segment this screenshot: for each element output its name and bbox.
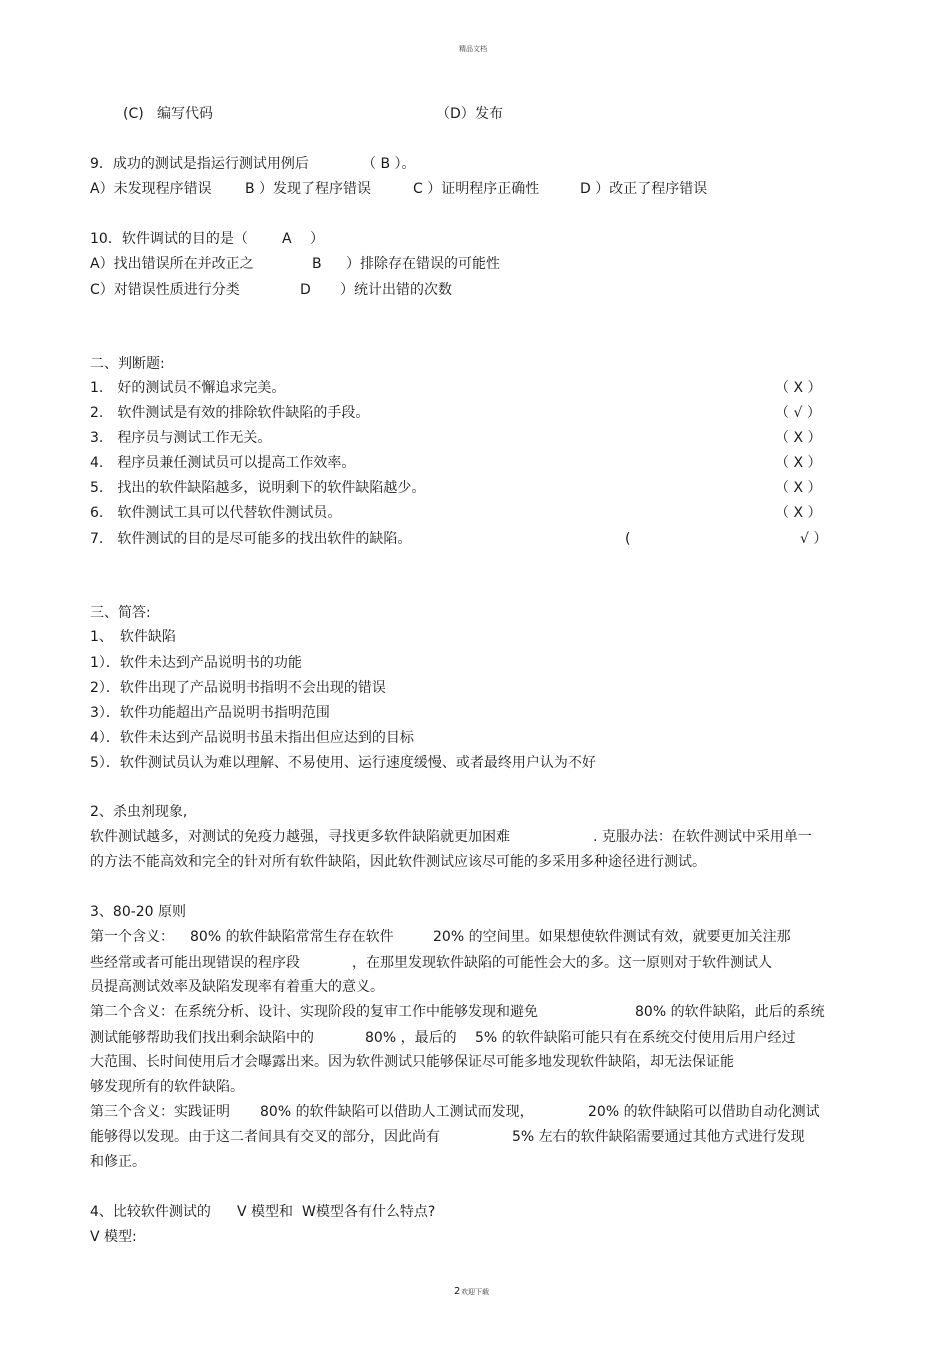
judge-item-3: 3. 程序员与测试工作无关。 <box>90 430 272 446</box>
q3-p3-l1c: 20% 的软件缺陷可以借助自动化测试 <box>588 1104 820 1120</box>
q9-stem: 9．成功的测试是指运行测试用例后 <box>90 156 309 172</box>
q9-option-d: D ）改正了程序错误 <box>580 181 708 197</box>
q3-p2-l2b: 80% ，最后的 <box>365 1030 457 1046</box>
q1-item-4: 4）．软件未达到产品说明书虽未指出但应达到的目标 <box>90 730 414 746</box>
q4-heading-b: V 模型和 <box>237 1204 294 1220</box>
q10-option-b-text: ）排除存在错误的可能性 <box>346 256 500 272</box>
q1-heading: 1、 软件缺陷 <box>90 629 176 645</box>
footer-text: 欢迎下载 <box>461 1288 489 1296</box>
short-title: 三、简答: <box>90 605 151 621</box>
judge-answer-4: （ X ） <box>775 455 822 471</box>
judge-answer-7-open: ( <box>625 531 631 547</box>
option-d-label: （D） <box>436 106 475 122</box>
q10-option-c: C）对错误性质进行分类 <box>90 282 240 298</box>
q10-answer: A <box>282 231 292 247</box>
q2-line-1b: . 克服办法：在软件测试中采用单一 <box>593 829 812 845</box>
q3-p2-l1b: 80% 的软件缺陷，此后的系统 <box>635 1004 825 1020</box>
q3-p1-l3: 员提高测试效率及缺陷发现率有着重大的意义。 <box>90 979 384 995</box>
q10-option-d-letter: D <box>300 282 311 298</box>
judge-item-4: 4. 程序员兼任测试员可以提高工作效率。 <box>90 455 356 471</box>
q4-heading-c: W模型各有什么特点? <box>302 1204 436 1220</box>
q3-p1-l1c: 20% 的空间里。如果想使软件测试有效，就要更加关注那 <box>433 929 791 945</box>
judge-answer-6: （ X ） <box>775 505 822 521</box>
q2-line-1a: 软件测试越多，对测试的免疫力越强，寻找更多软件缺陷就更加困难 <box>90 829 510 845</box>
q2-heading: 2、杀虫剂现象, <box>90 804 188 820</box>
q10-close-paren: ） <box>310 231 324 247</box>
q3-p3-l2b: 5% 左右的软件缺陷需要通过其他方式进行发现 <box>512 1129 805 1145</box>
q10-option-d-text: ）统计出错的次数 <box>340 282 452 298</box>
q3-p1-l1a: 第一个含义： <box>90 929 174 945</box>
judge-item-7: 7. 软件测试的目的是尽可能多的找出软件的缺陷。 <box>90 531 412 547</box>
judge-title: 二、判断题: <box>90 356 165 372</box>
q9-option-a: A）未发现程序错误 <box>90 181 212 197</box>
q3-heading: 3、80-20 原则 <box>90 904 187 920</box>
judge-answer-5: （ X ） <box>775 480 822 496</box>
option-d-text: 发布 <box>475 106 503 122</box>
q3-p1-l1b: 80% 的软件缺陷常常生存在软件 <box>190 929 394 945</box>
q3-p2-l2a: 测试能够帮助我们找出剩余缺陷中的 <box>90 1030 314 1046</box>
q3-p1-l2a: 些经常或者可能出现错误的程序段 <box>90 955 300 971</box>
judge-item-6: 6. 软件测试工具可以代替软件测试员。 <box>90 505 342 521</box>
q10-option-a: A）找出错误所在并改正之 <box>90 256 254 272</box>
page-number: 2 <box>454 1286 461 1297</box>
q3-p1-l2b: ，在那里发现软件缺陷的可能性会大的多。这一原则对于软件测试人 <box>352 955 772 971</box>
judge-item-2: 2. 软件测试是有效的排除软件缺陷的手段。 <box>90 405 370 421</box>
q3-p2-l3: 大范围、长时间使用后才会曝露出来。因为软件测试只能够保证尽可能多地发现软件缺陷，却无法保证能 <box>90 1054 734 1070</box>
q3-p2-l4: 够发现所有的软件缺陷。 <box>90 1079 244 1095</box>
option-c-text: 编写代码 <box>157 106 213 122</box>
judge-answer-7-close: √ ） <box>800 531 828 547</box>
q2-line-2: 的方法不能高效和完全的针对所有软件缺陷，因此软件测试应该尽可能的多采用多种途径进行测试。 <box>90 854 706 870</box>
q4-subheading: V 模型: <box>90 1229 137 1245</box>
q3-p3-l2a: 能够得以发现。由于这二者间具有交叉的部分，因此尚有 <box>90 1129 440 1145</box>
page-header: 精品文档 <box>459 45 487 53</box>
q1-item-1: 1）．软件未达到产品说明书的功能 <box>90 655 302 671</box>
q4-heading-a: 4、比较软件测试的 <box>90 1204 211 1220</box>
q9-answer: （ B ）。 <box>362 156 416 172</box>
option-c-label: (C) <box>123 106 144 122</box>
judge-answer-3: （ X ） <box>775 430 822 446</box>
q3-p3-l3: 和修正。 <box>90 1154 146 1170</box>
q10-stem: 10．软件调试的目的是（ <box>90 231 248 247</box>
q3-p2-l2c: 5% 的软件缺陷可能只有在系统交付使用后用户经过 <box>475 1030 796 1046</box>
q1-item-3: 3）．软件功能超出产品说明书指明范围 <box>90 705 330 721</box>
judge-answer-1: （ X ） <box>775 380 822 396</box>
q1-item-2: 2）．软件出现了产品说明书指明不会出现的错误 <box>90 680 386 696</box>
q3-p3-l1b: 80% 的软件缺陷可以借助人工测试而发现， <box>260 1104 534 1120</box>
q9-option-b: B ）发现了程序错误 <box>245 181 372 197</box>
q1-item-5: 5）．软件测试员认为难以理解、不易使用、运行速度缓慢、或者最终用户认为不好 <box>90 755 596 771</box>
q10-option-b-letter: B <box>312 256 322 272</box>
q9-option-c: C ）证明程序正确性 <box>413 181 540 197</box>
q3-p3-l1a: 第三个含义：实践证明 <box>90 1104 230 1120</box>
judge-answer-2: （ √ ） <box>775 405 821 421</box>
q3-p2-l1a: 第二个含义：在系统分析、设计、实现阶段的复审工作中能够发现和避免 <box>90 1004 538 1020</box>
judge-item-5: 5. 找出的软件缺陷越多，说明剩下的软件缺陷越少。 <box>90 480 426 496</box>
judge-item-1: 1. 好的测试员不懈追求完美。 <box>90 380 286 396</box>
